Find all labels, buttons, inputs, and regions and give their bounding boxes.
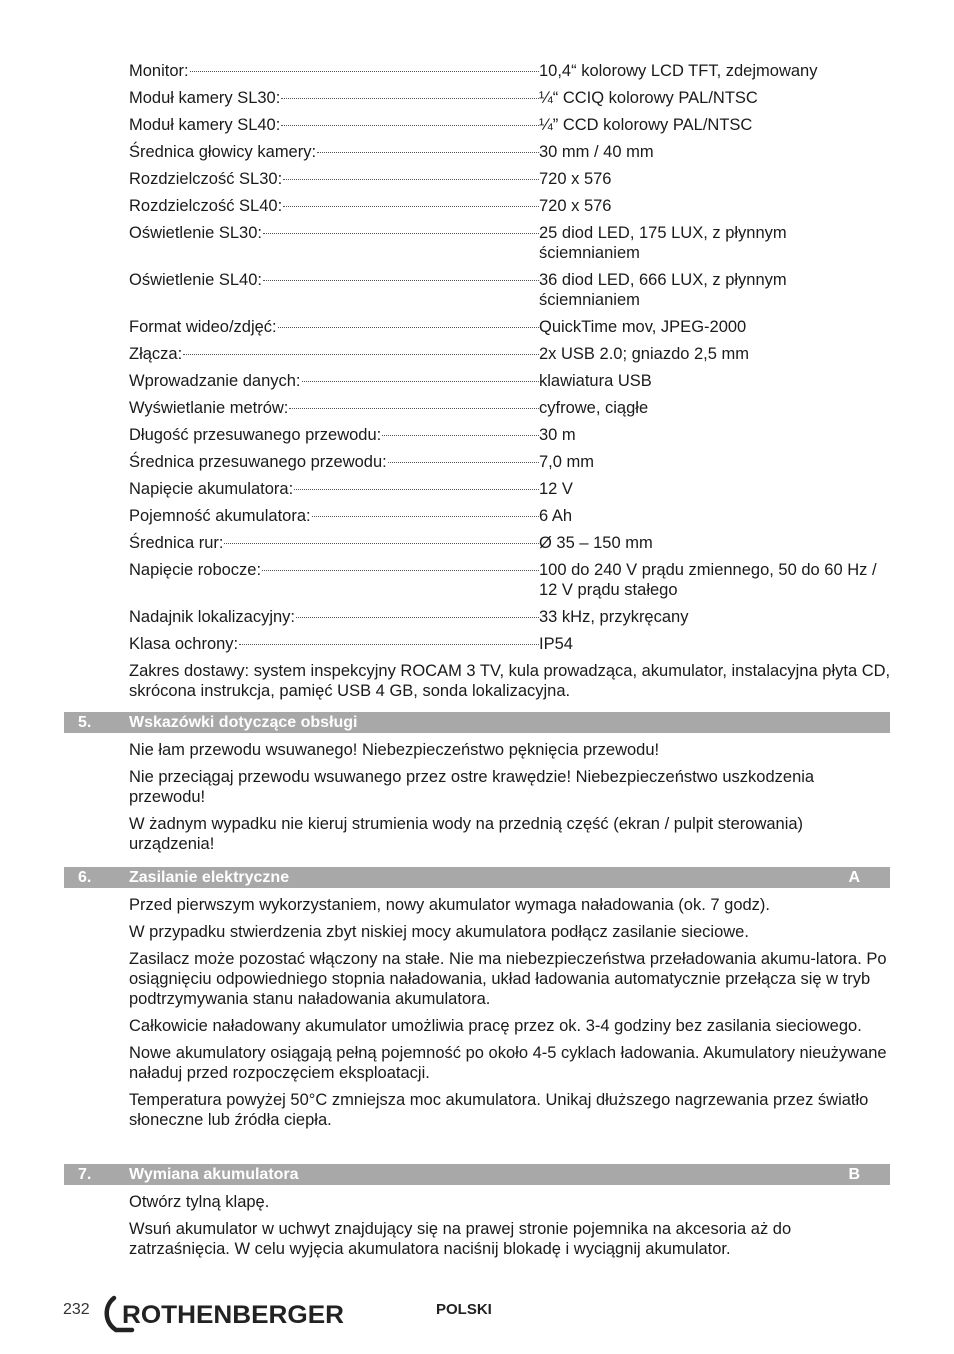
spec-label: Długość przesuwanego przewodu: [129,426,382,444]
spec-value: QuickTime mov, JPEG-2000 [539,318,747,336]
paragraph: W żadnym wypadku nie kieruj strumienia wody na przednią część (ekran / pulpit sterowania) urządzenia! [129,815,804,853]
spec-row [129,223,891,263]
leader-dots [262,570,539,571]
spec-label-cell [129,607,539,627]
leader-dots [281,98,539,99]
spec-row [129,479,891,499]
spec-row [129,398,891,418]
spec-label: Rozdzielczość SL30: [129,170,283,188]
spec-label-cell [129,425,539,445]
spec-value: 10,4“ kolorowy LCD TFT, zdejmowany [539,62,818,80]
spec-label: Rozdzielczość SL40: [129,197,283,215]
spec-row [129,142,891,162]
leader-dots [289,408,539,409]
language-label: POLSKI [436,1301,492,1318]
spec-value: klawiatura USB [539,372,652,390]
spec-label-cell [129,506,539,526]
leader-dots [263,233,539,234]
spec-row [129,61,891,81]
paragraph: Zasilacz może pozostać włączony na stałe. Nie ma niebezpieczeństwa przeładowania akumu-latora. Po osiągnięciu odpowiedniego stopnia naładowania, układ ładowania automatycznie przełącza się w tryb podtrzymywania stanu naładowania akumulatora. [129,950,887,1008]
spec-label-cell [129,533,539,553]
leader-dots [302,381,539,382]
paragraph: Nowe akumulatory osiągają pełną pojemność po około 4-5 cyklach ładowania. Akumulatory nieużywane naładuj przed rozpoczęciem eksploatacji. [129,1044,887,1082]
paragraph: Nie przeciągaj przewodu wsuwanego przez ostre krawędzie! Niebezpieczeństwo uszkodzenia przewodu! [129,768,815,806]
spec-value: ¼“ CCIQ kolorowy PAL/NTSC [539,89,758,107]
spec-value: 720 x 576 [539,170,612,188]
spec-row [129,317,891,337]
section-number: 7. [78,1166,92,1183]
leader-dots [317,152,539,153]
figure-reference: A [848,869,860,886]
spec-label-cell [129,88,539,108]
leader-dots [190,71,539,72]
spec-label: Średnica przesuwanego przewodu: [129,453,387,471]
spec-label: Oświetlenie SL30: [129,224,262,242]
section-header [64,867,890,888]
spec-label-cell [129,344,539,364]
spec-label-cell [129,270,539,290]
spec-list [129,61,891,654]
spec-row [129,344,891,364]
spec-label: Wyświetlanie metrów: [129,399,289,417]
rothenberger-logo [102,1294,352,1339]
section-title: Wskazówki dotyczące obsługi [129,714,358,731]
section-body [129,733,889,854]
spec-value: IP54 [539,635,573,653]
section-power-supply [0,867,954,1137]
leader-dots [281,125,539,126]
spec-label-cell [129,169,539,189]
leader-dots [283,179,539,180]
spec-value: 2x USB 2.0; gniazdo 2,5 mm [539,345,750,363]
leader-dots [312,516,539,517]
spec-label-cell [129,634,539,654]
spec-label: Oświetlenie SL40: [129,271,262,289]
paragraph: Całkowicie naładowany akumulator umożliwia pracę przez ok. 3-4 godziny bez zasilania sieciowego. [129,1017,862,1035]
spec-label: Moduł kamery SL30: [129,89,281,107]
paragraph: W przypadku stwierdzenia zbyt niskiej mocy akumulatora podłącz zasilanie sieciowe. [129,923,749,941]
spec-label-cell [129,479,539,499]
delivery-scope: Zakres dostawy: system inspekcyjny ROCAM 3 TV, kula prowadząca, akumulator, instalacyjna płyta CD, skrócona instrukcja, pamięć USB 4 GB, sonda lokalizacyjna. [129,662,891,700]
spec-value: 25 diod LED, 175 LUX, z płynnym ściemnianiem [539,224,787,262]
spec-row [129,371,891,391]
spec-value: 100 do 240 V prądu zmiennego, 50 do 60 Hz / 12 V prądu stałego [539,561,877,599]
spec-row [129,607,891,627]
spec-value: 30 mm / 40 mm [539,143,654,161]
figure-reference: B [848,1166,860,1183]
page-number: 232 [63,1301,90,1318]
spec-row [129,533,891,553]
technical-specifications [129,61,891,708]
spec-label: Złącza: [129,345,183,363]
spec-label: Pojemność akumulatora: [129,507,311,525]
spec-row [129,634,891,654]
paragraph: Wsuń akumulator w uchwyt znajdujący się na prawej stronie pojemnika na akcesoria aż do zatrzaśnięcia. W celu wyjęcia akumulatora naciśnij blokadę i wyciągnij akumulator. [129,1220,792,1258]
spec-value: 33 kHz, przykręcany [539,608,689,626]
section-header [64,1164,890,1185]
brand-name: ROTHENBERGER [122,1301,344,1329]
leader-dots [263,280,539,281]
paragraph: Otwórz tylną klapę. [129,1193,270,1211]
spec-row [129,169,891,189]
spec-label: Średnica rur: [129,534,224,552]
spec-label: Moduł kamery SL40: [129,116,281,134]
section-body [129,1185,889,1259]
paragraph: Przed pierwszym wykorzystaniem, nowy akumulator wymaga naładowania (ok. 7 godz). [129,896,771,914]
leader-dots [296,617,539,618]
spec-label: Nadajnik lokalizacyjny: [129,608,295,626]
spec-label: Klasa ochrony: [129,635,239,653]
spec-row [129,115,891,135]
spec-value: 6 Ah [539,507,573,525]
section-number: 6. [78,869,92,886]
spec-label: Wprowadzanie danych: [129,372,301,390]
spec-row [129,452,891,472]
spec-value: 36 diod LED, 666 LUX, z płynnym ściemnianiem [539,271,787,309]
spec-label-cell [129,452,539,472]
spec-label-cell [129,196,539,216]
leader-dots [382,435,539,436]
spec-label-cell [129,560,539,580]
spec-row [129,560,891,600]
leader-dots [239,644,539,645]
section-number: 5. [78,714,92,731]
spec-value: cyfrowe, ciągłe [539,399,649,417]
spec-row [129,425,891,445]
spec-label-cell [129,115,539,135]
section-body [129,888,889,1130]
leader-dots [388,462,539,463]
leader-dots [283,206,539,207]
spec-row [129,506,891,526]
section-operating-notes [0,712,954,861]
page-footer [0,1290,954,1340]
spec-label-cell [129,61,539,81]
section-header [64,712,890,733]
spec-value: 30 m [539,426,576,444]
section-title: Wymiana akumulatora [129,1166,299,1183]
spec-label: Format wideo/zdjęć: [129,318,277,336]
spec-label-cell [129,317,539,337]
spec-row [129,88,891,108]
leader-dots [278,327,539,328]
spec-label-cell [129,398,539,418]
spec-row [129,270,891,310]
spec-label: Monitor: [129,62,189,80]
paragraph: Temperatura powyżej 50°C zmniejsza moc akumulatora. Unikaj dłuższego nagrzewania przez światło słoneczne lub źródła ciepła. [129,1091,869,1129]
spec-value: 720 x 576 [539,197,612,215]
spec-label-cell [129,223,539,243]
spec-label: Napięcie akumulatora: [129,480,294,498]
spec-row [129,196,891,216]
spec-label: Napięcie robocze: [129,561,262,579]
spec-value: ¼” CCD kolorowy PAL/NTSC [539,116,753,134]
spec-label-cell [129,371,539,391]
paragraph: Nie łam przewodu wsuwanego! Niebezpieczeństwo pęknięcia przewodu! [129,741,660,759]
leader-dots [294,489,539,490]
spec-value: 7,0 mm [539,453,595,471]
section-title: Zasilanie elektryczne [129,869,290,886]
spec-label-cell [129,142,539,162]
spec-value: Ø 35 – 150 mm [539,534,653,552]
leader-dots [224,543,539,544]
section-battery-replacement [0,1164,954,1266]
spec-label: Średnica głowicy kamery: [129,143,317,161]
spec-value: 12 V [539,480,573,498]
leader-dots [183,354,539,355]
